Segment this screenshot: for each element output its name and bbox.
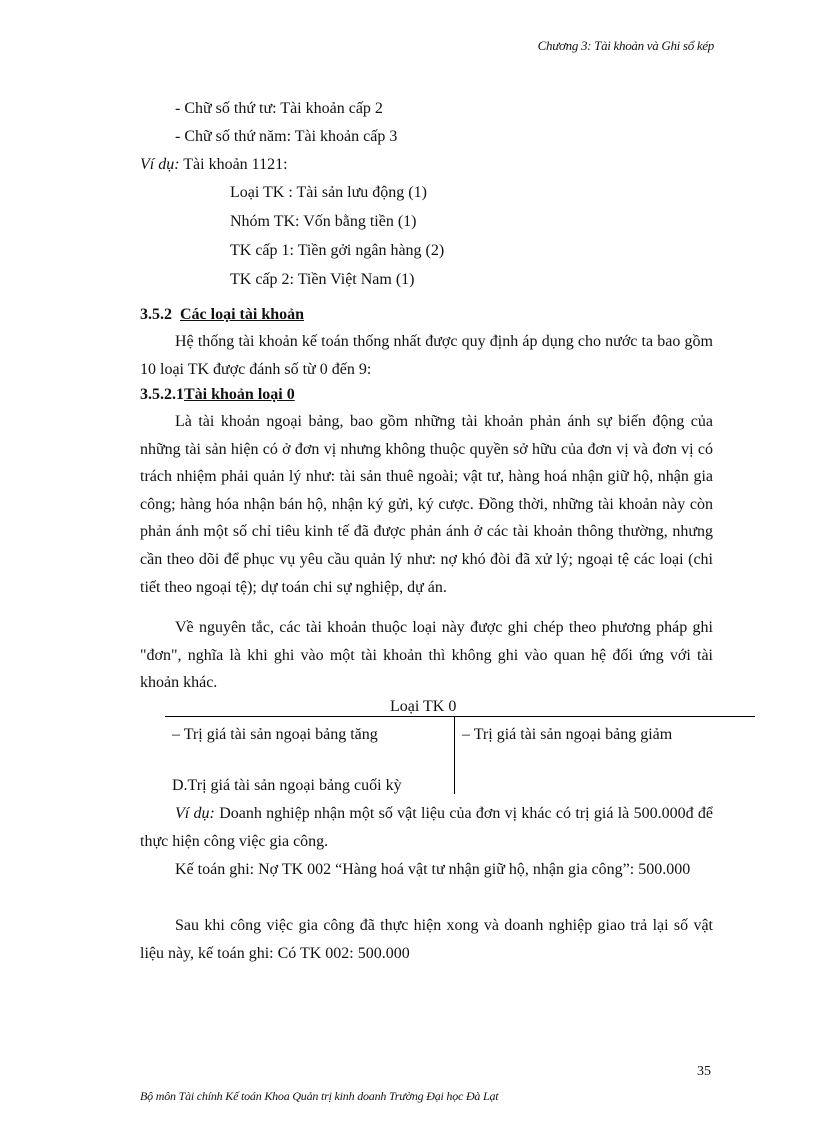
t-account-ending-balance: D.Trị giá tài sản ngoại bảng cuối kỳ — [172, 777, 402, 794]
section-3521-para2: Về nguyên tắc, các tài khoản thuộc loại này được ghi chép theo phương pháp ghi "đơn", nghĩa là khi ghi vào một tài khoản thì không ghi vào quan hệ đối ứng với tài khoản khác. — [140, 619, 713, 692]
example-account: Tài khoản 1121: — [179, 156, 288, 173]
t-account-title: Loại TK 0 — [390, 698, 457, 715]
example2-label: Ví dụ: — [175, 805, 215, 822]
t-account-debit-side: – Trị giá tài sản ngoại bảng tăng — [172, 726, 378, 743]
example2-entry-credit: Sau khi công việc gia công đã thực hiện xong và doanh nghiệp giao trả lại số vật liệu này, kế toán ghi: Có TK 002: 500.000 — [140, 917, 713, 962]
t-account-vertical-rule — [454, 716, 455, 794]
section-3521-title: Tài khoản loại 0 — [184, 386, 295, 403]
digit-five-line: - Chữ số thứ năm: Tài khoản cấp 3 — [175, 128, 398, 145]
section-3521-number: 3.5.2.1 — [140, 386, 184, 403]
chapter-header: Chương 3: Tài khoản và Ghi sổ kép — [537, 38, 714, 53]
section-352-number: 3.5.2 — [140, 306, 172, 323]
example-label: Ví dụ: — [140, 156, 180, 173]
page-number: 35 — [697, 1064, 711, 1079]
t-account-horizontal-rule — [165, 716, 755, 717]
example-account-line — [140, 155, 288, 175]
section-352-heading — [140, 305, 304, 325]
account-level2-line: TK cấp 2: Tiền Việt Nam (1) — [230, 271, 415, 288]
section-3521-heading — [140, 385, 295, 405]
section-3521-para1: Là tài khoản ngoại bảng, bao gồm những tài khoản phản ánh sự biến động của những tài sản hiện có ở đơn vị nhưng không thuộc quyền sở hữu của đơn vị và đơn vị có trách nhiệm phải quản lý như: tài sản thuê ngoài; vật tư, hàng hoá nhận giữ hộ, nhận gia công; hàng hóa nhận bán hộ, nhận ký gửi, ký cược. Đồng thời, những tài khoản này còn phản ánh một số chỉ tiêu kinh tế đã được phản ánh ở các tài khoản thông thường, nhưng cần theo dõi để phục vụ yêu cầu quản lý như: nợ khó đòi đã xử lý; ngoại tệ các loại (chi tiết theo ngoại tệ); dự toán chi sự nghiệp, dự án. — [140, 413, 713, 596]
section-352-body: Hệ thống tài khoản kế toán thống nhất được quy định áp dụng cho nước ta bao gồm 10 loại TK được đánh số từ 0 đến 9: — [140, 333, 713, 378]
section-352-title: Các loại tài khoản — [180, 306, 305, 323]
example2-paragraph — [140, 800, 713, 855]
example2-text: Doanh nghiệp nhận một số vật liệu của đơn vị khác có trị giá là 500.000đ để thực hiện công việc gia công. — [140, 805, 714, 850]
account-class-line: Loại TK : Tài sản lưu động (1) — [230, 184, 427, 201]
account-group-line: Nhóm TK: Vốn bằng tiền (1) — [230, 213, 417, 230]
example2-entry-debit: Kế toán ghi: Nợ TK 002 “Hàng hoá vật tư nhận giữ hộ, nhận gia công”: 500.000 — [175, 861, 691, 878]
account-level1-line: TK cấp 1: Tiền gởi ngân hàng (2) — [230, 242, 445, 259]
digit-four-line: - Chữ số thứ tư: Tài khoản cấp 2 — [175, 100, 383, 117]
page-footer: Bộ môn Tài chính Kế toán Khoa Quản trị kinh doanh Trường Đại học Đà Lạt — [140, 1089, 499, 1103]
t-account-credit-side: – Trị giá tài sản ngoại bảng giảm — [462, 726, 673, 743]
